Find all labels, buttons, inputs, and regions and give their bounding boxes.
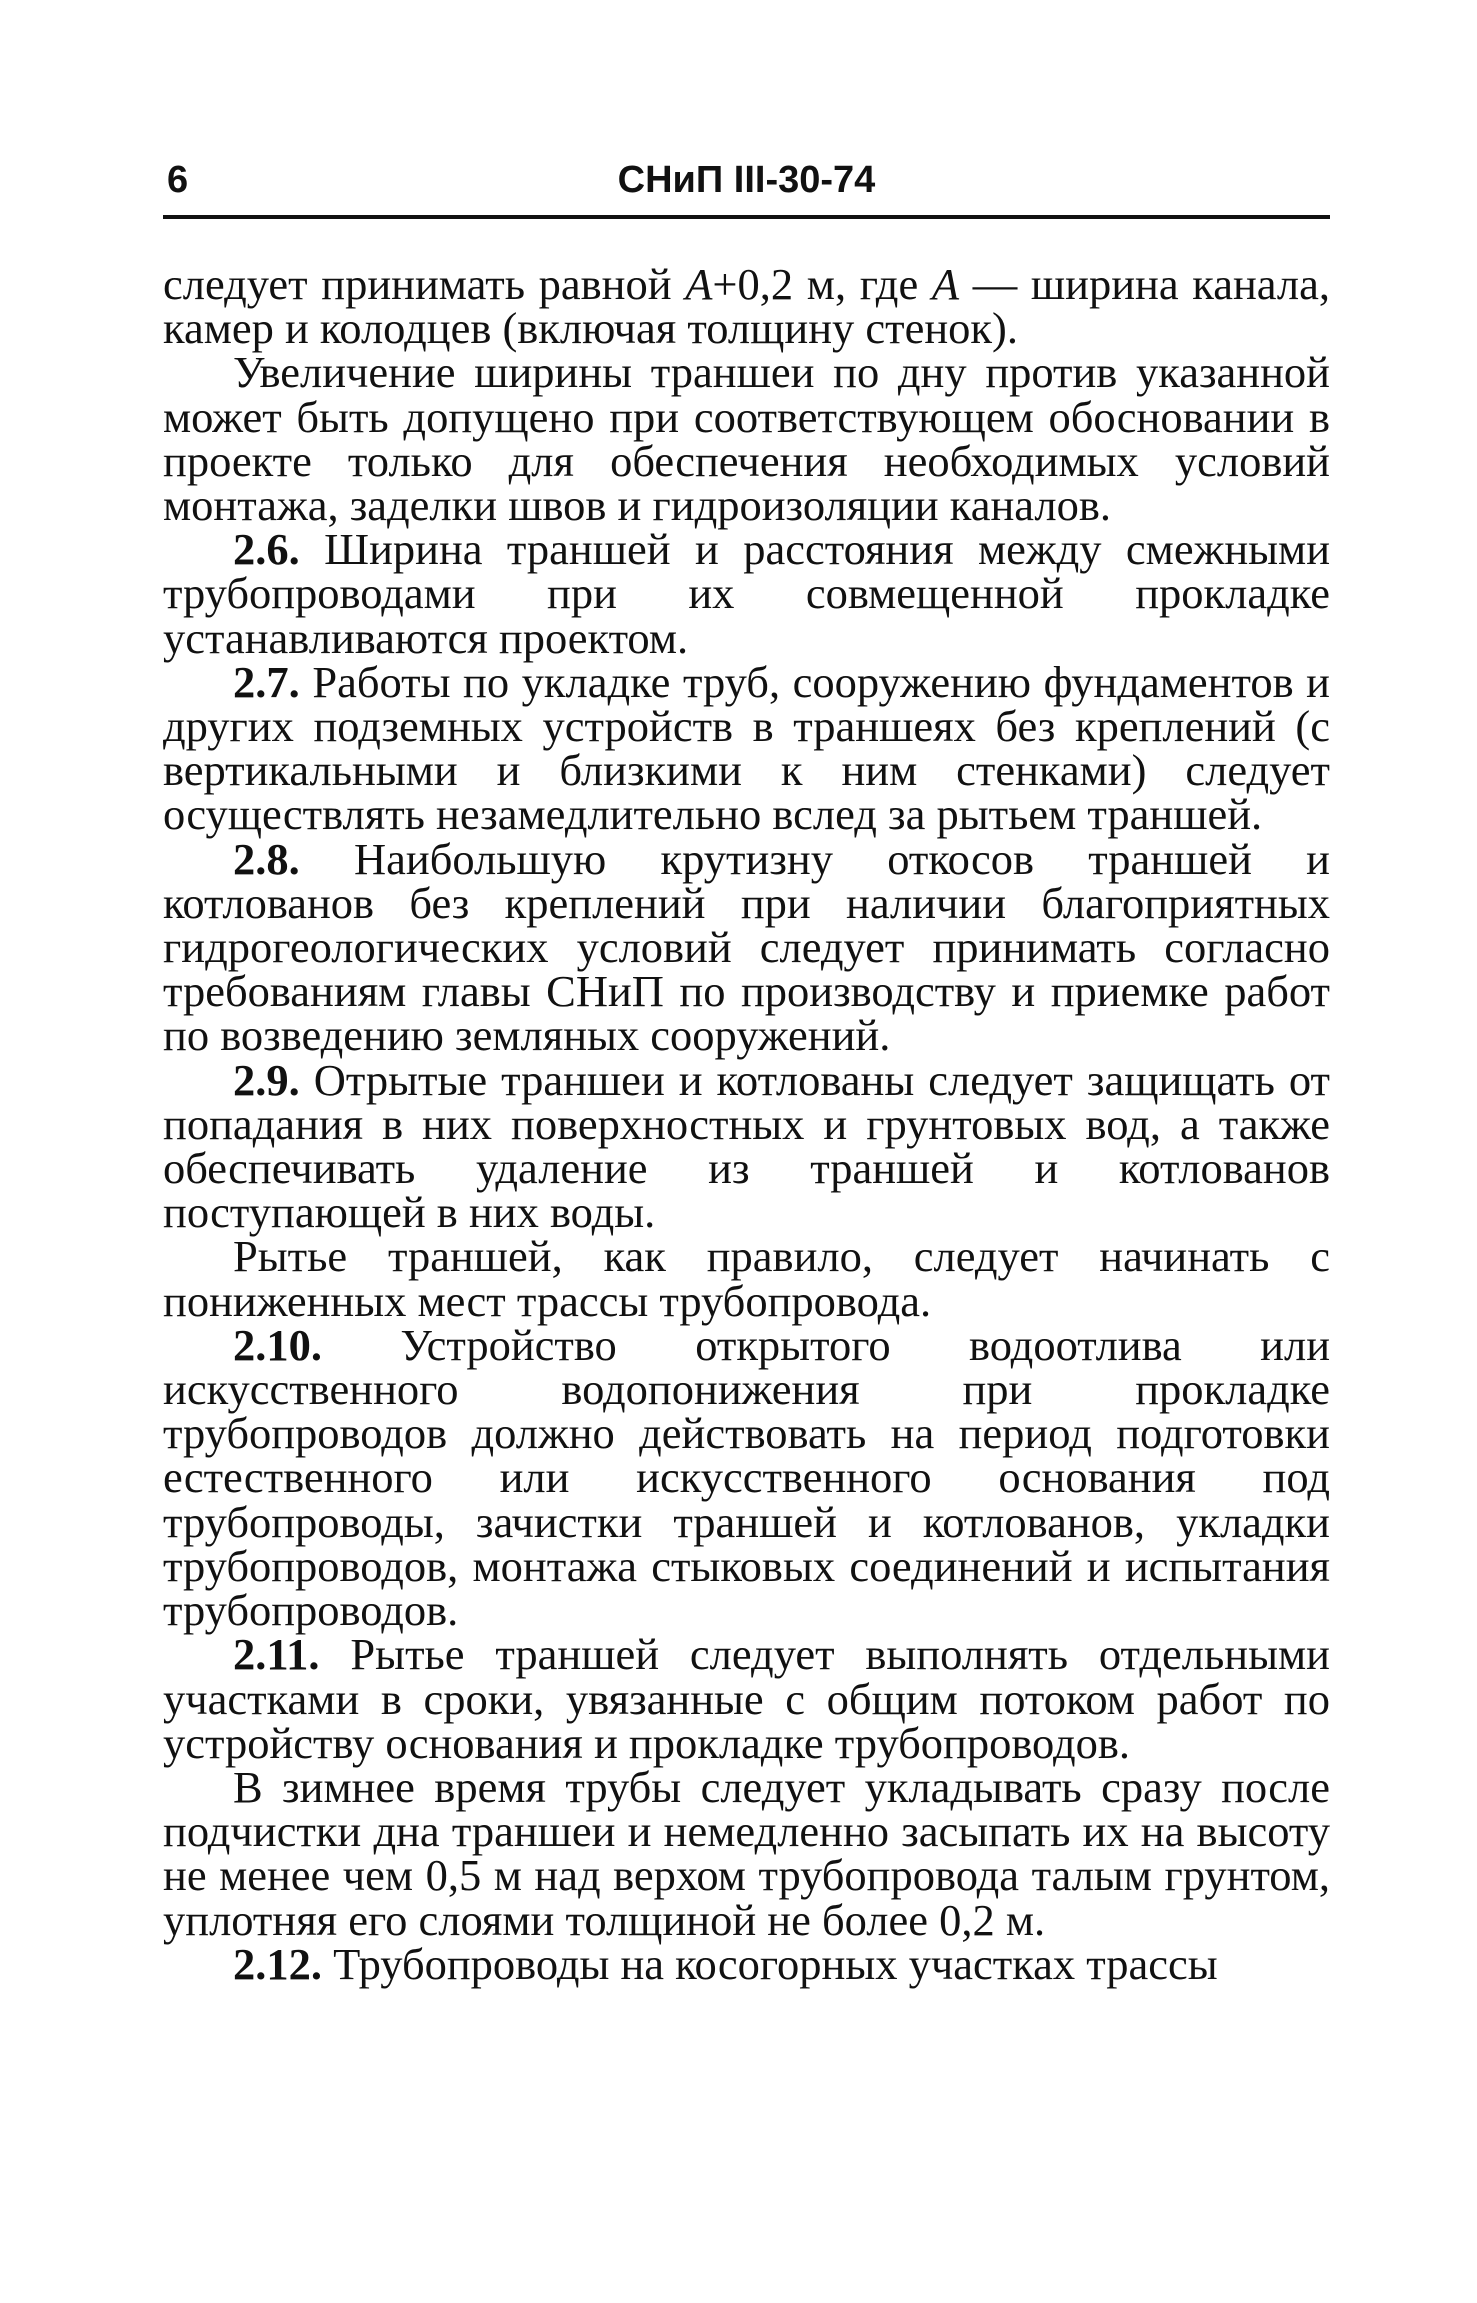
paragraph-text: Работы по укладке труб, сооружению фундаментов и других подземных устройств в траншеях без креплений (с вертикальными и близкими к ним стенками) следует осуществлять незамедлительно вслед за рытьем траншей. <box>163 656 1330 840</box>
clause-number: 2.9. <box>233 1054 300 1105</box>
math-variable-a: А <box>685 259 713 309</box>
paragraph-text: +0,2 м, где <box>712 259 932 309</box>
paragraph <box>163 1231 1330 1326</box>
header-rule <box>163 215 1330 219</box>
paragraph-2-12 <box>163 1938 1330 1989</box>
paragraph-2-8 <box>163 833 1330 1061</box>
paragraph-text: Рытье траншей, как правило, следует начинать с пониженных мест трассы трубопровода. <box>163 1231 1330 1326</box>
body-text <box>163 259 1331 1989</box>
paragraph-2-11 <box>163 1629 1330 1768</box>
paragraph-2-10 <box>163 1319 1331 1636</box>
page-number: 6 <box>167 159 189 201</box>
paragraph-text: — ширина канала, камер и колодцев (включая толщину стенок). <box>163 259 1330 354</box>
running-title: СНиП III-30-74 <box>617 159 876 201</box>
paragraph <box>163 347 1330 531</box>
clause-number: 2.10. <box>233 1319 322 1370</box>
page-header <box>163 155 1330 205</box>
clause-number: 2.6. <box>233 524 300 575</box>
paragraph-text: Трубопроводы на косогорных участках трассы <box>333 1938 1218 1989</box>
paragraph-2-7 <box>163 656 1330 840</box>
paragraph-text: Увеличение ширины траншеи по дну против указанной может быть допущено при соответствующем обосновании в проекте только для обеспечения необходимых условий монтажа, заделки швов и гидроизоляции каналов. <box>163 347 1330 531</box>
paragraph-text: Наибольшую крутизну откосов траншей и котлованов без креплений при наличии благоприятных гидрогеологических условий следует принимать согласно требованиям главы СНиП по производству и приемке работ по возведению земляных сооружений. <box>163 833 1330 1061</box>
paragraph <box>163 1761 1330 1945</box>
clause-number: 2.12. <box>233 1938 322 1989</box>
paragraph-text: Рытье траншей следует выполнять отдельными участками в сроки, увязанные с общим потоком работ по устройству основания и прокладке трубопроводов. <box>163 1629 1330 1768</box>
paragraph-2-9 <box>163 1054 1330 1238</box>
clause-number: 2.7. <box>233 656 300 707</box>
paragraph-text: Устройство открытого водоотлива или искусственного водопонижения при прокладке трубопроводов должно действовать на период подготовки естественного или искусственного основания под трубопроводы, зачистки траншей и котлованов, укладки трубопроводов, монтажа стыковых соединений и испытания трубопроводов. <box>163 1319 1331 1636</box>
paragraph-text: Ширина траншей и расстояния между смежными трубопроводами при их совмещенной прокладке устанавливаются проектом. <box>163 524 1331 663</box>
paragraph-2-6 <box>163 524 1331 663</box>
math-variable-a: А <box>931 259 960 309</box>
clause-number: 2.11. <box>233 1629 320 1680</box>
paragraph-text: В зимнее время трубы следует укладывать сразу после подчистки дна траншеи и немедленно засыпать их на высоту не менее чем 0,5 м над верхом трубопровода талым грунтом, уплотняя его слоями толщиной не более 0,2 м. <box>163 1761 1330 1945</box>
clause-number: 2.8. <box>233 833 300 884</box>
paragraph-text: Отрытые траншеи и котлованы следует защищать от попадания в них поверхностных и грунтовых вод, а также обеспечивать удаление из траншей и котлованов поступающей в них воды. <box>163 1054 1330 1238</box>
paragraph-text: следует принимать равной <box>163 259 686 309</box>
paragraph-continued <box>163 259 1330 354</box>
